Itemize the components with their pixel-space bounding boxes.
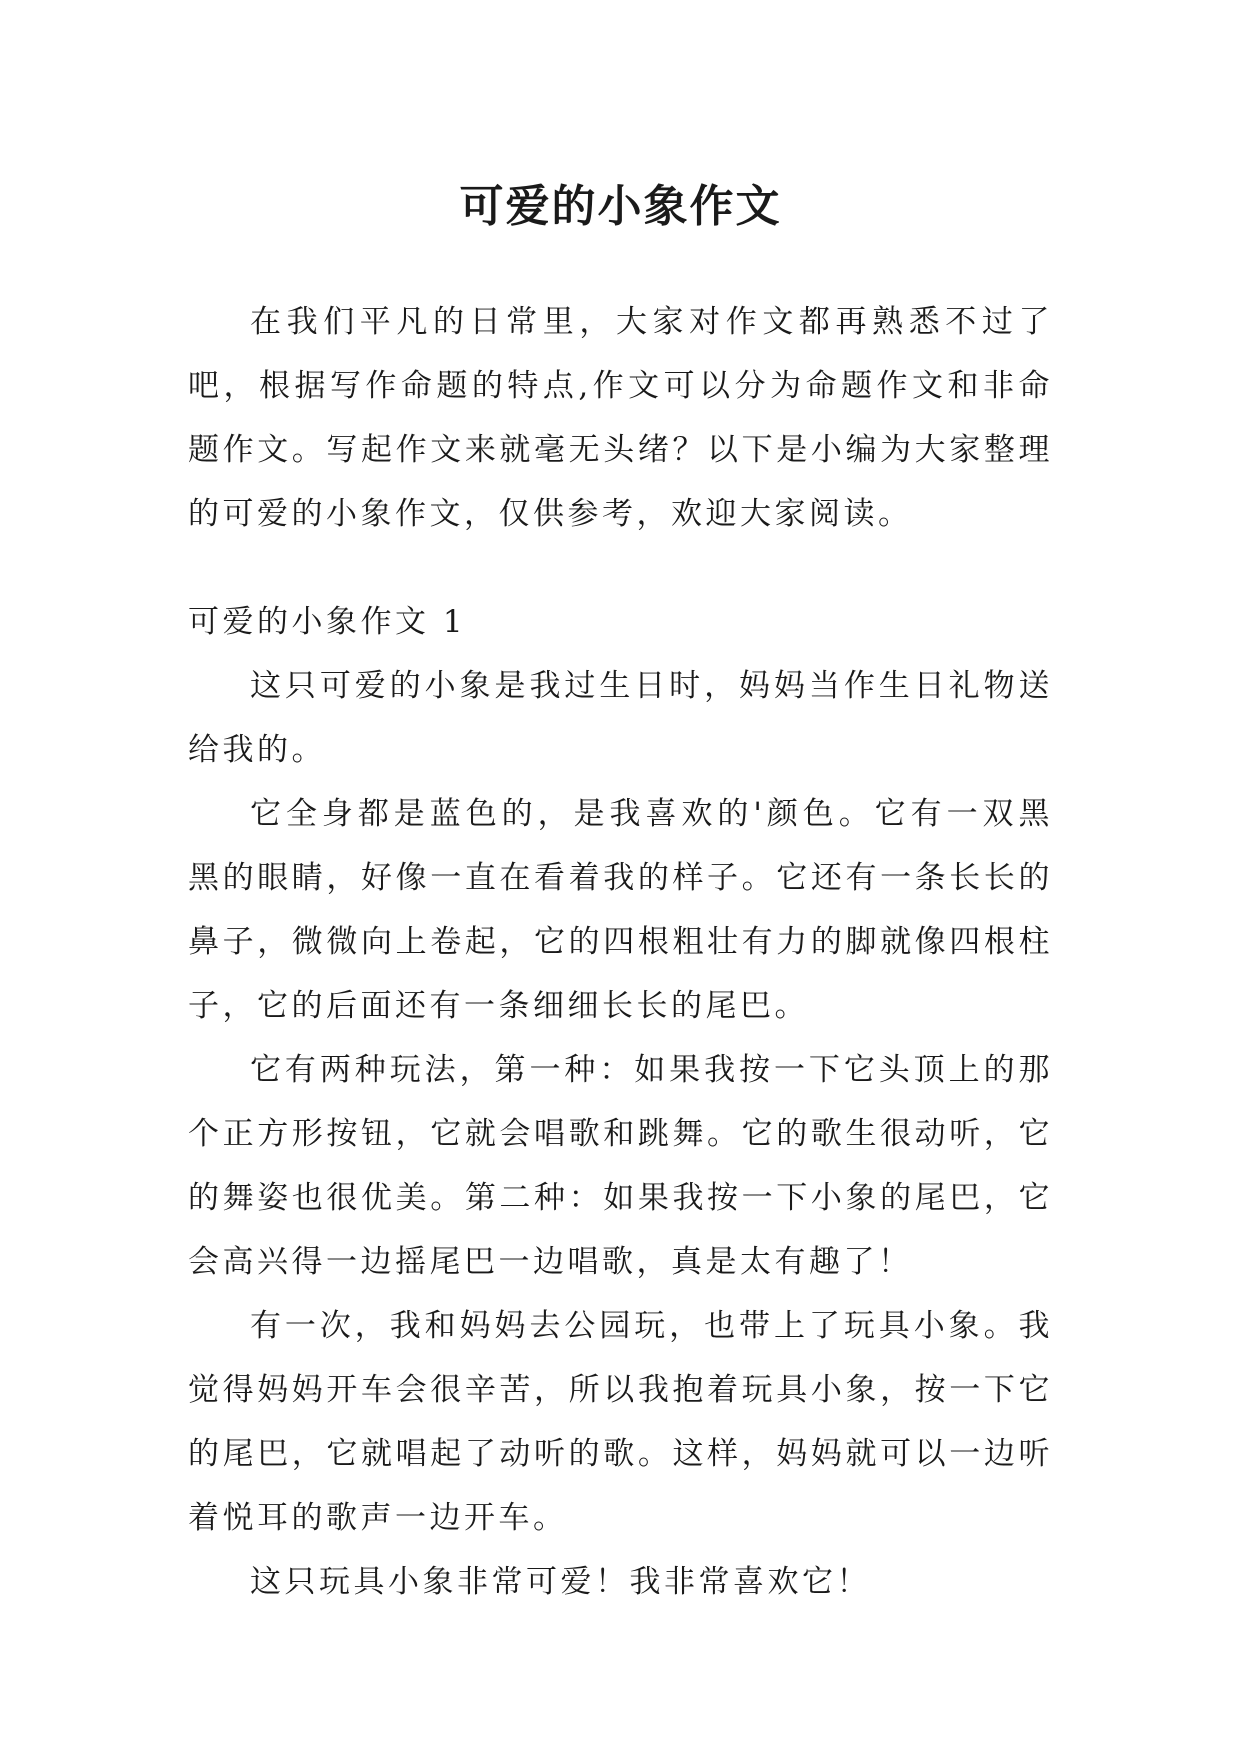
body-paragraph: 它有两种玩法，第一种：如果我按一下它头顶上的那个正方形按钮，它就会唱歌和跳舞。它的歌生很动听，它的舞姿也很优美。第二种：如果我按一下小象的尾巴，它会高兴得一边摇尾巴一边唱歌，真是太有趣了！ (188, 1052, 1053, 1280)
intro-paragraph: 在我们平凡的日常里，大家对作文都再熟悉不过了吧，根据写作命题的特点,作文可以分为命题作文和非命题作文。写起作文来就毫无头绪？以下是小编为大家整理的可爱的小象作文，仅供参考，欢迎大家阅读。 (188, 304, 1053, 532)
body-paragraph: 有一次，我和妈妈去公园玩，也带上了玩具小象。我觉得妈妈开车会很辛苦，所以我抱着玩具小象，按一下它的尾巴，它就唱起了动听的歌。这样，妈妈就可以一边听着悦耳的歌声一边开车。 (188, 1308, 1053, 1536)
section-heading: 可爱的小象作文 1 (188, 604, 467, 640)
body-paragraph: 这只可爱的小象是我过生日时，妈妈当作生日礼物送给我的。 (188, 668, 1053, 768)
document-title: 可爱的小象作文 (459, 181, 782, 233)
body-paragraph: 这只玩具小象非常可爱！我非常喜欢它！ (250, 1564, 871, 1600)
document-body (188, 290, 1053, 1614)
body-paragraph: 它全身都是蓝色的，是我喜欢的'颜色。它有一双黑黑的眼睛，好像一直在看着我的样子。它还有一条长长的鼻子，微微向上卷起，它的四根粗壮有力的脚就像四根柱子，它的后面还有一条细细长长的尾巴。 (188, 796, 1053, 1024)
